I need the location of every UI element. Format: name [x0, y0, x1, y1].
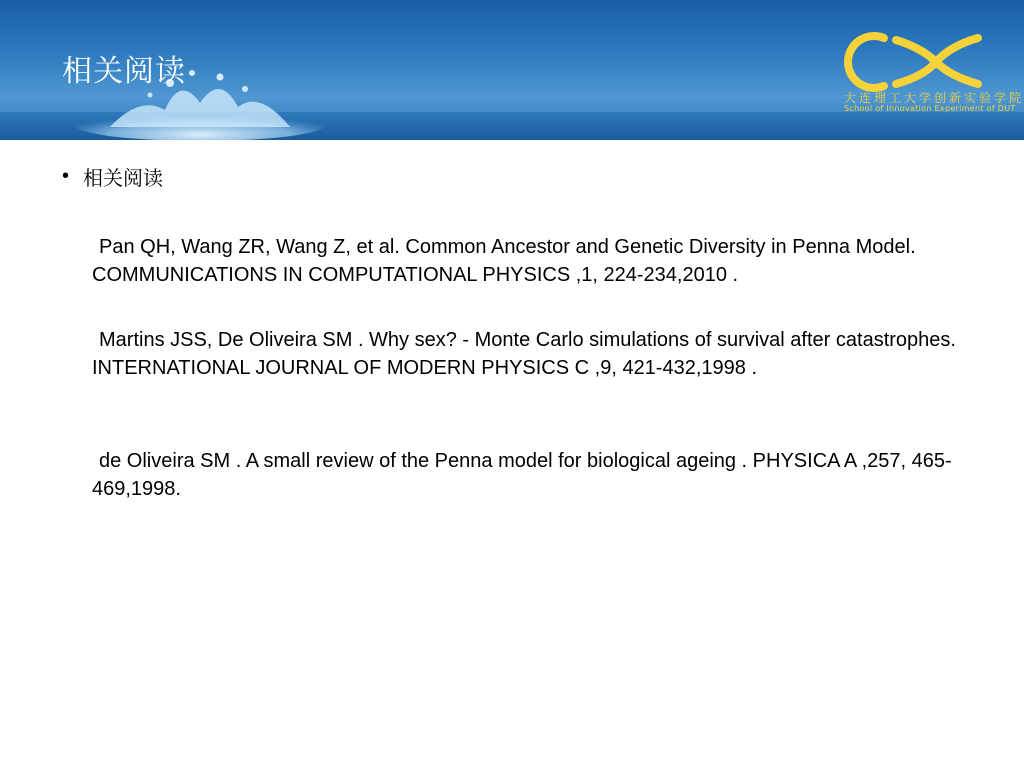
bullet-label: 相关阅读 [83, 166, 164, 190]
logo-chinese-text: 大连理工大学创新实验学院 [844, 91, 1024, 105]
page-title: 相关阅读 [62, 54, 186, 89]
reference-item: de Oliveira SM . A small review of the Penna model for biological ageing . PHYSICA A ,257, 465-469,1998. [92, 450, 952, 500]
reference-item: Pan QH, Wang ZR, Wang Z, et al. Common Ancestor and Genetic Diversity in Penna Model. COMMUNICATIONS IN COMPUTATIONAL PHYSICS ,1, 224-234,2010 . [92, 236, 916, 286]
bullet-item [62, 162, 163, 191]
logo-english-text: School of Innovation Experiment of DUT [844, 104, 1016, 113]
slide-content [0, 140, 1024, 768]
bullet-dot-icon: • [62, 165, 70, 187]
header-banner [0, 0, 1024, 140]
reference-item: Martins JSS, De Oliveira SM . Why sex? - Monte Carlo simulations of survival after catastrophes. INTERNATIONAL JOURNAL OF MODERN PHYSICS C ,9, 421-432,1998 . [92, 329, 956, 379]
